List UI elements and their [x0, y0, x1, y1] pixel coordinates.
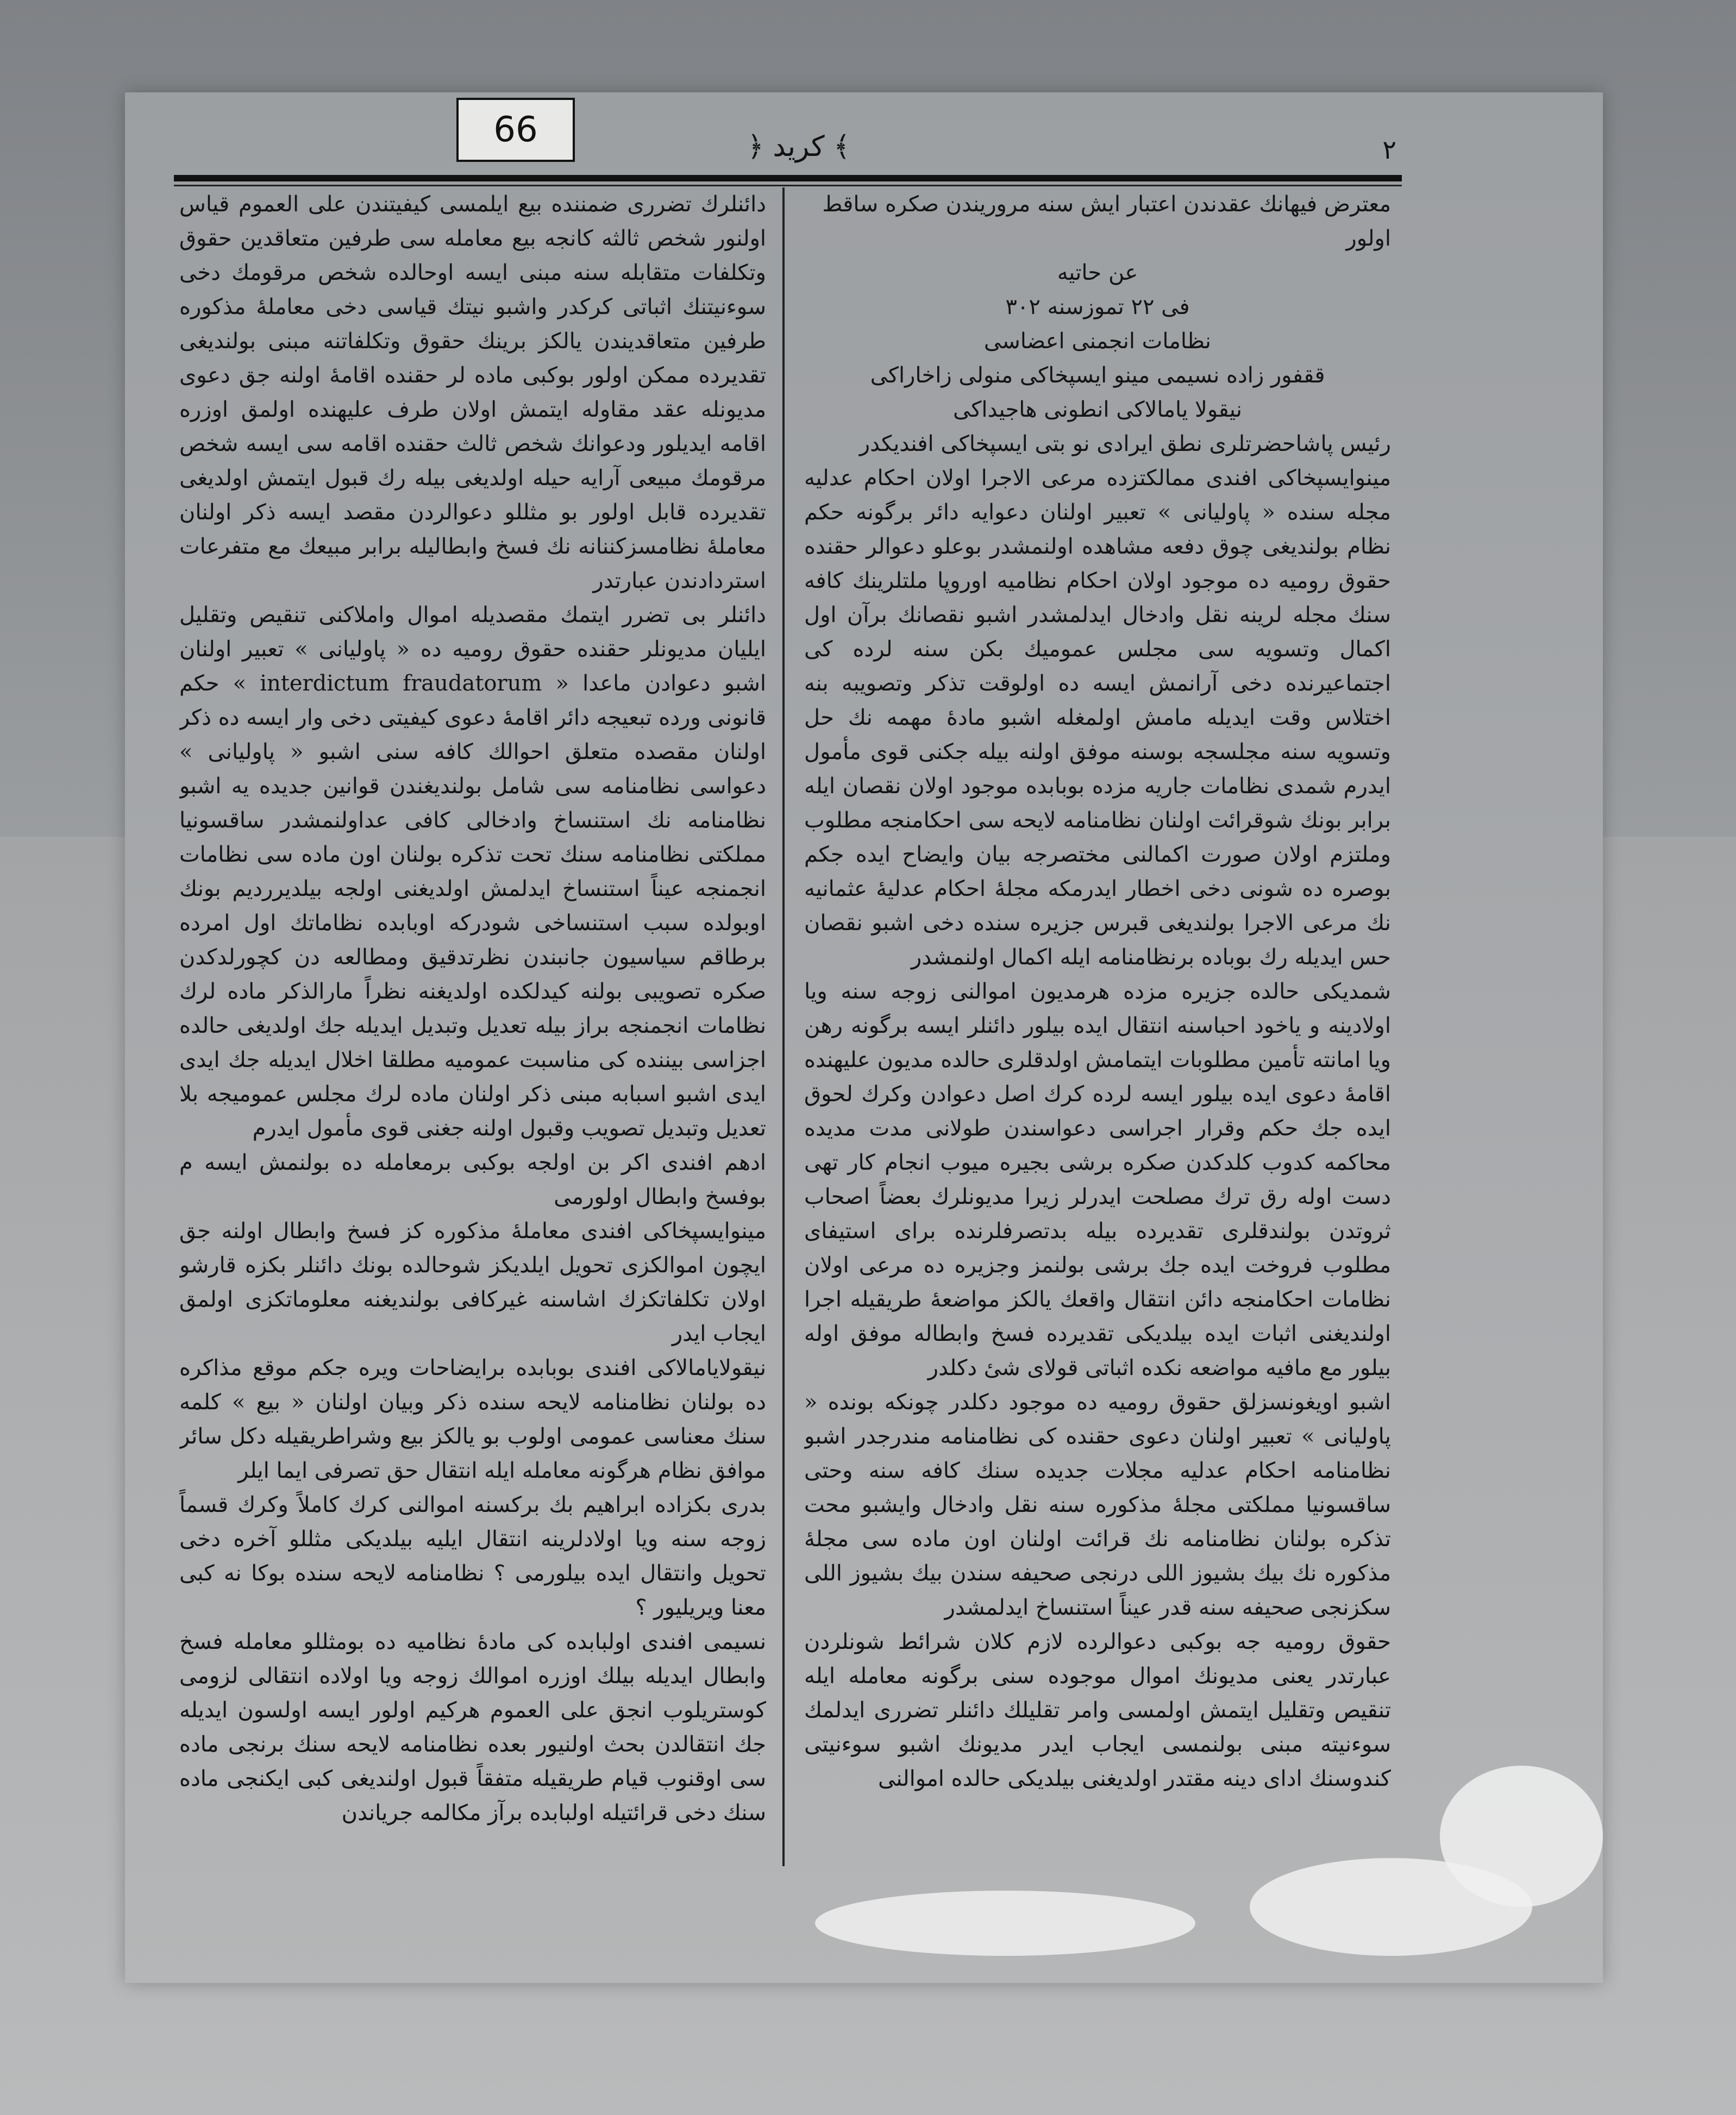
- date-line: فی ٢٢ تموزسنه ٣٠٢: [1005, 294, 1190, 319]
- right-column: [804, 187, 1391, 1866]
- header-rule-thick: [174, 175, 1402, 181]
- paragraph: مینوایسپخاکی افندی ممالکتزده مرعی الاجرا اولان احکام عدلیه مجله سنده « پاولیانی » تعبیر اولنان دعوایه دائر برگونه حکم نظام بولندیغی چوق دفعه مشاهده اولنمشدر بوعلو دعوالر حقنده حقوق رومیه ده موجود اولان احکام نظامیه اوروپا ملتلرینك کافه سنك مجله لرینه نقل وادخال ایدلمشدر اشبو نقصانك برآن اول اکمال وتسویه سی مجلس عمومیك بکن سنه لرده کی اجتماعیرنده دخی آرانمش ایسه ده اولوقت تذکر وتصویبه بنه اختلاس وقت ایدیله مامش اولمغله اشبو مادهٔ مهمه نك حل وتسویه سنه مجلسجه بوسنه موفق اولنه بیله جکنی قوی مأمول ایدرم شمدی نظامات جاریه مزده بوبابده موجود اولان نقصان ایله برابر بونك شوقرائت اولنان نظامنامه لایحه سی احکامنجه مطلوب وملتزم اولان صورت اکمالنی مختصرجه بیان وایضاح ایده جکم بوصره ده شونی دخی اخطار ایدرمکه مجلهٔ احکام عدلیهٔ عثمانیه نك مرعی الاجرا بولندیغی قبرس جزیره سنده دخی اشبو نقصان حس ایدیله رك بوباده برنظامنامه ایله اکمال اولنمشدر: [804, 466, 1391, 970]
- paragraph: عن حاتیه: [1057, 260, 1138, 285]
- masthead-page-number: ٢: [1382, 135, 1396, 165]
- archive-page-number: 66: [456, 98, 575, 162]
- paragraph: شمدیکی حالده جزیره مزده هرمدیون اموالنی زوجه سنه ویا اولادینه و یاخود احباسنه انتقال ایده بیلور دائنلر ایسه برگونه رهن ویا امانته تأمین مطلوبات ایتمامش اولدقلری حالده مدیون علیهنده اقامهٔ دعوی ایده بیلور ایسه لرده کرك اصل دعوادن وکرك لحوق ایده جك حکم وقرار اجراسی دعواسندن طولانی مدت مدیده محاکمه کدوب کلدکدن صکره برشی بجیره میوب انجام کار تهی دست اوله رق ترك مصلحت ایدرلر زیرا مدیونلرك بعضاً اصحاب ثروتدن بولندقلری تقدیرده بیله بدتصرفلرنده برای استیفای مطلوب فروخت ایده جك برشی بولنمز وجزیره ده مرعی اولان نظامات احکامنجه دائن انتقال واقعك یالکز مواضعهٔ طریقیله اجرا اولندیغنی اثبات ایده بیلدیکی تقدیرده فسخ وابطاله موفق اوله بیلور مع مافیه مواضعه نکده اثباتی قولای شیٔ دکلدر: [804, 979, 1391, 1380]
- paragraph: نیقولایامالاکی افندی بوبابده برایضاحات ویره جکم موقع مذاکره ده بولنان نظامنامه لایحه سنده ذکر وبیان اولنان « بیع » کلمه سنك معناسی عمومی اولوب بو یالکز بیع وشراطریقیله دکل سائر موافق نظام هرگونه معامله ایله انتقال حق تصرفی ایما ایلر: [179, 1355, 766, 1483]
- paragraph: مینوایسپخاکی افندی معاملهٔ مذکوره کز فسخ وابطال اولنه جق ایچون اموالکزی تحویل ایلدیکز شوحالده بونك دائنلر بکزه قارشو اولان تکلفاتکزك اشاسنه غیرکافی بولندیغنه معلوماتکزی اولمق ایجاب ایدر: [179, 1219, 766, 1346]
- paper-stain: [815, 1891, 1195, 1956]
- header-rule-thin: [174, 185, 1402, 186]
- members-heading: نظامات انجمنی اعضاسی: [983, 329, 1212, 354]
- paragraph: دائنلرك تضرری ضمننده بیع ایلمسی کیفیتندن علی العموم قیاس اولنور شخص ثالثه کانجه بیع معامله سی طرفین متعاقدین حقوق وتکلفات متقابله سنه مبنی ایسه اوحالده شخص مرقومك دخی سوءنیتنك اثباتی کرکدر واشبو نیتك قیاسی دخی معاملهٔ مذکوره طرفین متعاقدیندن یالکز برینك حقوق وتکلفاتنه مبنی بولندیغی تقدیرده ممکن اولور بوکبی ماده لر حقنده اقامهٔ اولنه جق دعوی مدیونله عقد مقاوله ایتمش اولان طرف علیهنده اولمق اوزره اقامه ایدیلور ودعوانك شخص ثالث حقنده اقامه سی ایسه شخص مرقومك مبیعی آرایه حیله اولدیغی بیله رك قبول ایتمش اولدیغی تقدیرده قابل اولور بو مثللو دعوالردن مقصد ایسه ذکر اولنان معاملهٔ نظامسزکننانه نك فسخ وابطالیله برابر مبیعك مع متفرعات استردادندن عبارتدر: [179, 192, 766, 593]
- paragraph: حقوق رومیه جه بوکبی دعوالرده لازم کلان شرائط شونلردن عبارتدر یعنی مدیونك اموال موجوده سنی برگونه معامله ایله تنقیص وتقلیل ایتمش اولمسی وامر تقلیلك دائنلر تضرری ایدلمك سوءنیته مبنی بولنمسی ایجاب ایدر مدیونك اشبو سوءنیتی کندوسنك ادای دینه مقتدر اولدیغنی بیلدیکی حالده اموالنی: [804, 1629, 1391, 1791]
- paragraph: ادهم افندی اکر بن اولجه بوکبی برمعامله ده بولنمش ایسه م بوفسخ وابطال اولورمی: [179, 1150, 766, 1209]
- masthead-title: ﴾ کرید ﴿: [747, 130, 850, 163]
- paragraph: اشبو اویغونسزلق حقوق رومیه ده موجود دکلدر چونکه بونده « پاولیانی » تعبیر اولنان دعوی حقنده کی نظامنامه مندرجدر اشبو نظامنامه احکام عدلیه مجلات جدیده سنك کافه سنه وحتی ساقسونیا مملکتی مجلهٔ مذکوره سنه نقل وادخال وایشبو محت تذکره بولنان نظامنامه نك قرائت اولنان اون ماده سی مجلهٔ مذکوره نك بیك بشیوز اللی درنجی صحیفه سندن بیك بشیوز اللی سکزنجی صحیفه سنه قدر عیناً استنساخ ایدلمشدر: [804, 1390, 1391, 1620]
- left-column: [179, 187, 766, 1866]
- members-list: ققفور زاده نسیمی مینو ایسپخاکی منولی زاخاراکی: [870, 363, 1325, 388]
- paragraph: نسیمی افندی اولبابده کی مادهٔ نظامیه ده بومثللو معامله فسخ وابطال ایدیله بیلك اوزره اموالك زوجه ویا اولاده انتقالی لزومی کوستریلوب انجق علی العموم هرکیم اولور ایسه اولسون ایدیله جك انتقالدن بحث اولنیور بعده نظامنامه لایحه سنك برنجی ماده سی اوقنوب قیام طریقیله متفقاً قبول اولندیغی کبی ایکنجی ماده سنك دخی قرائتیله اولبابده برآز مکالمه جریاندن: [179, 1629, 766, 1825]
- paragraph: رئیس پاشاحضرتلری نطق ایرادی نو بتی ایسپخاکی افندیکدر: [859, 431, 1391, 456]
- paragraph: معترض فیهانك عقدندن اعتبار ایش سنه مروریندن صکره ساقط اولور: [822, 192, 1391, 251]
- members-list: نیقولا یامالاکی انطونی هاجیداکی: [953, 397, 1242, 422]
- paper-stain: [1440, 1766, 1603, 1907]
- paragraph: بدری بکزاده ابراهیم بك برکسنه اموالنی کرك کاملاً وکرك قسماً زوجه سنه ویا اولادلرینه انتقال ایلیه بیلدیکی مثللو آخره دخی تحویل وانتقال ایده بیلورمی ؟ نظامنامه لایحه سنده بوکا نه کبی معنا ویریلیور ؟: [179, 1492, 766, 1620]
- paragraph: دائنلر بی تضرر ایتمك مقصدیله اموال واملاکنی تنقیص وتقلیل ایلیان مدیونلر حقنده حقوق رومیه ده « پاولیانی » تعبیر اولنان اشبو دعوادن ماعدا « interdictum fraudatorum » حکم قانونی ورده تبعیجه دائر اقامهٔ دعوی کیفیتی دخی وار ایسه ده ذکر اولنان مقصده متعلق احوالك کافه سنی اشبو « پاولیانی » دعواسی نظامنامه سی شامل بولندیغندن قوانین جدیده یه اشبو نظامنامه نك استنساخ وادخالی کافی عداولنمشدر ساقسونیا مملکتی نظامنامه سنك تحت تذکره بولنان اون ماده سی نظامات انجمنجه عیناً استنساخ ایدلمش اولدیغنی اولجه بیلدیرردیم بونك اوبولده سبب استنساخی شودرکه اوبابده نظاماتك اول امرده برطاقم سیاسیون جانبندن نظرتدقیق ومطالعه دن کچورلدکدن صکره تصویبی بولنه کیدلکده اولدیغنه نظراً مارالذکر ماده لرك نظامات انجمنجه براز بیله تعدیل وتبدیل ایدیله جك اولدیغی حالده اجزاسی بیننده کی مناسبت عمومیه مطلقا اخلال ایدیله جك ایدی ایدی اشبو اسبابه مبنی ذکر اولنان ماده لرك مجلس عمومیجه بلا تعدیل وتبدیل تصویب وقبول اولنه جغنی قوی مأمول ایدرم: [179, 603, 766, 1141]
- masthead: [174, 130, 1396, 174]
- column-divider: [782, 187, 785, 1866]
